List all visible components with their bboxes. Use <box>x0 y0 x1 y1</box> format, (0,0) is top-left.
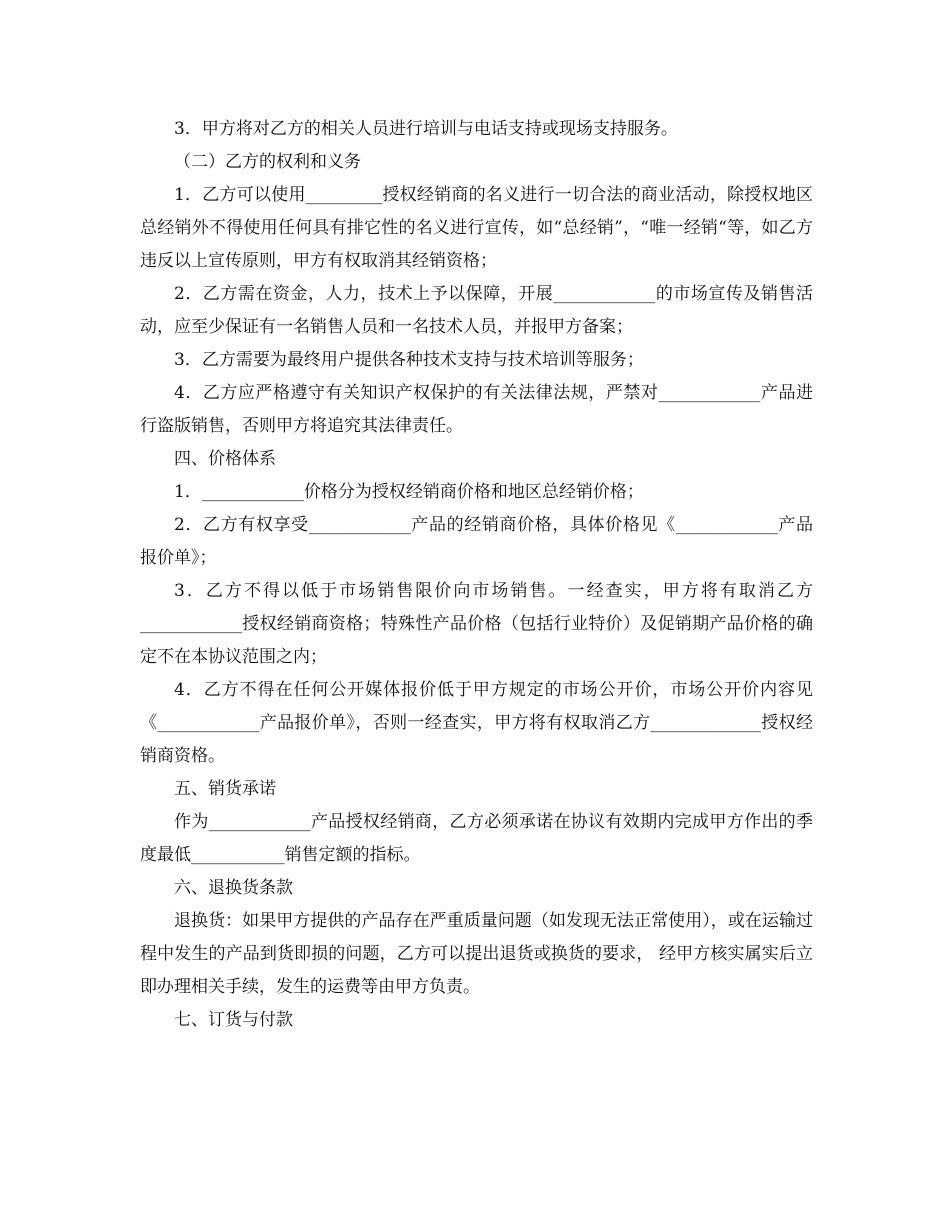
paragraph-price-tiers: 1．____________价格分为授权经销商价格和地区总经销价格； <box>174 482 644 502</box>
paragraph-authorized-name: 1．乙方可以使用_________授权经销商的名义进行一切合法的商业活动，除授权地区总经销外不得使用任何具有排它性的名义进行宣传，如“总经销”，“唯一经销“等，如乙方违反以上宣传原则，甲方有权取消其经销资格； <box>140 185 813 271</box>
document-page <box>140 113 813 1037</box>
paragraph-sales-quota: 作为____________产品授权经销商，乙方必须承诺在协议有效期内完成甲方作出的季度最低___________销售定额的指标。 <box>140 812 813 865</box>
paragraph-dealer-price: 2．乙方有权享受____________产品的经销商价格，具体价格见《____________产品报价单》； <box>140 515 813 568</box>
paragraph-minimum-price: 3．乙方不得以低于市场销售限价向市场销售。一经查实，甲方将有取消乙方____________授权经销商资格；特殊性产品价格（包括行业特价）及促销期产品价格的确定不在本协议范围之内； <box>140 581 813 667</box>
section-heading-price-system: 四、价格体系 <box>174 449 276 469</box>
section-heading-ordering-payment: 七、订货与付款 <box>174 1010 293 1030</box>
paragraph-public-price: 4．乙方不得在任何公开媒体报价低于甲方规定的市场公开价，市场公开价内容见《____________产品报价单》，否则一经查实，甲方将有权取消乙方_____________授权经销商资格。 <box>140 680 813 766</box>
paragraph-resources: 2．乙方需在资金，人力，技术上予以保障，开展____________的市场宣传及销售活动，应至少保证有一名销售人员和一名技术人员，并报甲方备案； <box>140 284 813 337</box>
paragraph-training-service: 3．甲方将对乙方的相关人员进行培训与电话支持或现场支持服务。 <box>174 119 678 139</box>
paragraph-tech-support: 3．乙方需要为最终用户提供各种技术支持与技术培训等服务； <box>174 350 644 370</box>
paragraph-returns-policy: 退换货：如果甲方提供的产品存在严重质量问题（如发现无法正常使用），或在运输过程中发生的产品到货即损的问题，乙方可以提出退货或换货的要求， 经甲方核实属实后立即办理相关手续，发生的运费等由甲方负责。 <box>140 911 813 997</box>
section-heading-returns: 六、退换货条款 <box>174 878 293 898</box>
section-heading-sales-commitment: 五、销货承诺 <box>174 779 276 799</box>
paragraph-ip-protection: 4．乙方应严格遵守有关知识产权保护的有关法律法规，严禁对____________产品进行盗版销售，否则甲方将追究其法律责任。 <box>140 383 813 436</box>
section-heading-party-b-rights: （二）乙方的权利和义务 <box>174 152 361 172</box>
